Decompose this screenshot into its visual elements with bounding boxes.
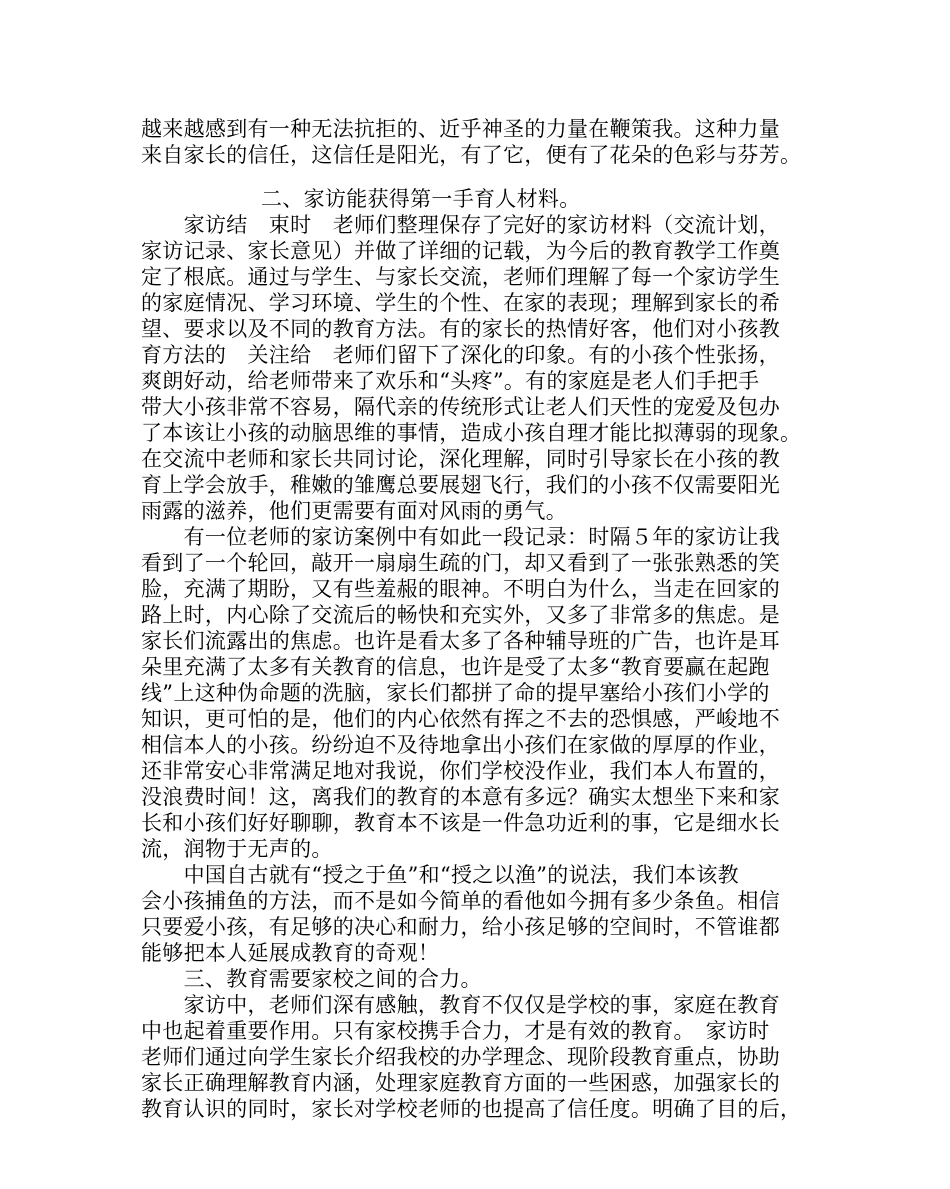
section-heading: 二、家访能获得第一手育人材料。 <box>261 187 581 211</box>
text-line: 育上学会放手，稚嫩的雏鹰总要展翅飞行，我们的小孩不仅需要阳光 <box>141 473 780 497</box>
text-line: 相信本人的小孩。纷纷迫不及待地拿出小孩们在家做的厚厚的作业， <box>141 733 780 757</box>
text-line: 会小孩捕鱼的方法，而不是如今简单的看他如今拥有多少条鱼。相信 <box>141 889 780 913</box>
document-body <box>141 116 825 1122</box>
text-line: 了本该让小孩的动脑思维的事情，造成小孩自理才能比拟薄弱的现象。 <box>141 421 802 445</box>
text-line: 爽朗好动，给老师带来了欢乐和“头疼”。有的家庭是老人们手把手 <box>141 369 760 393</box>
text-line: 看到了一个轮回，敲开一扇扇生疏的门，却又看到了一张张熟悉的笑 <box>141 551 780 575</box>
text-line: 定了根底。通过与学生、与家长交流，老师们理解了每一个家访学生 <box>141 265 780 289</box>
text-line: 三、教育需要家校之间的合力。 <box>141 967 482 991</box>
text-line: 老师们通过向学生家长介绍我校的办学理念、现阶段教育重点，协助 <box>141 1045 780 1069</box>
text-line: 流，润物于无声的。 <box>141 837 333 861</box>
text-line: 能够把本人延展成教育的奇观！ <box>141 941 440 965</box>
text-line: 长和小孩们好好聊聊，教育本不该是一件急功近利的事，它是细水长 <box>141 811 780 835</box>
text-line: 带大小孩非常不容易，隔代亲的传统形式让老人们天性的宠爱及包办 <box>141 395 780 419</box>
paragraph-spacer <box>141 168 825 186</box>
text-line: 教育认识的同时，家长对学校老师的也提高了信任度。明确了目的后， <box>141 1097 802 1121</box>
text-line: 育方法的 关注给 老师们留下了深化的印象。有的小孩个性张扬， <box>141 343 780 367</box>
text-line: 中国自古就有“授之于鱼”和“授之以渔”的说法，我们本该教 <box>141 863 739 887</box>
text-line: 有一位老师的家访案例中有如此一段记录：时隔５年的家访让我 <box>141 525 780 549</box>
text-line: 朵里充满了太多有关教育的信息，也许是受了太多“教育要赢在起跑 <box>141 655 770 679</box>
text-line: 中也起着重要作用。只有家校携手合力，才是有效的教育。 家访时 <box>141 1019 770 1043</box>
text-line: 家访中，老师们深有感触，教育不仅仅是学校的事，家庭在教育 <box>141 993 780 1017</box>
text-line: 没浪费时间！这，离我们的教育的本意有多远？确实太想坐下来和家 <box>141 785 780 809</box>
text-line: 家长正确理解教育内涵，处理家庭教育方面的一些困惑，加强家长的 <box>141 1071 780 1095</box>
text-line: 线”上这种伪命题的洗脑，家长们都拼了命的提早塞给小孩们小学的 <box>141 681 770 705</box>
text-line: 还非常安心非常满足地对我说，你们学校没作业，我们本人布置的， <box>141 759 780 783</box>
text-line: 脸，充满了期盼，又有些羞赧的眼神。不明白为什么，当走在回家的 <box>141 577 780 601</box>
text-line: 家访记录、家长意见）并做了详细的记载，为今后的教育教学工作奠 <box>141 239 780 263</box>
text-line: 越来越感到有一种无法抗拒的、近乎神圣的力量在鞭策我。这种力量 <box>141 117 780 141</box>
text-line: 路上时，内心除了交流后的畅快和充实外，又多了非常多的焦虑。是 <box>141 603 780 627</box>
text-line: 雨露的滋养，他们更需要有面对风雨的勇气。 <box>141 499 567 523</box>
text-line: 家长们流露出的焦虑。也许是看太多了各种辅导班的广告，也许是耳 <box>141 629 780 653</box>
text-line: 来自家长的信任，这信任是阳光，有了它，便有了花朵的色彩与芬芳。 <box>141 143 802 167</box>
text-line: 望、要求以及不同的教育方法。有的家长的热情好客，他们对小孩教 <box>141 317 780 341</box>
text-line: 只要爱小孩，有足够的决心和耐力，给小孩足够的空间时，不管谁都 <box>141 915 780 939</box>
text-line: 知识，更可怕的是，他们的内心依然有挥之不去的恐惧感，严峻地不 <box>141 707 780 731</box>
text-line: 的家庭情况、学习环境、学生的个性、在家的表现；理解到家长的希 <box>141 291 780 315</box>
text-line: 家访结 束时 老师们整理保存了完好的家访材料（交流计划， <box>141 213 780 237</box>
text-line: 在交流中老师和家长共同讨论，深化理解，同时引导家长在小孩的教 <box>141 447 780 471</box>
